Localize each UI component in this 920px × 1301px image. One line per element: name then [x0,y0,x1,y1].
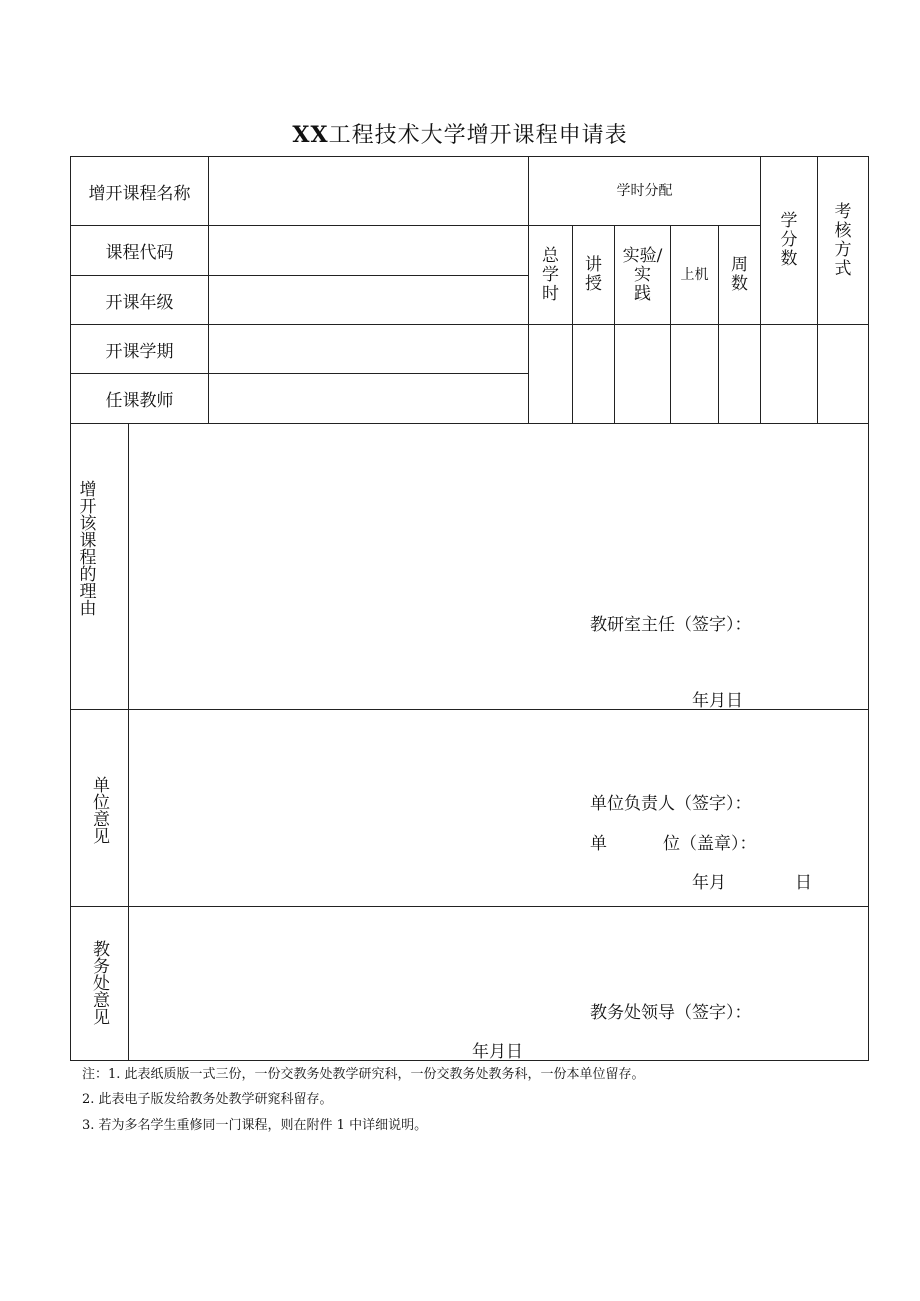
office-date: 年月日 [472,1042,523,1062]
academic-office-field[interactable] [129,907,868,987]
unit-opinion-label-text: 单位意见 [89,776,109,844]
academic-office-label-text: 教务处意见 [89,940,109,1025]
lecture-char: 授 [585,274,602,294]
computer-label: 上机 [680,267,709,283]
academic-office-label [71,930,128,1035]
form-title: XX工程技术大学增开课程申请表 [292,122,628,148]
weeks-char: 数 [731,274,748,294]
weeks-char: 周 [731,255,748,275]
office-signature: 教务处领导（签字）： [590,1003,752,1023]
teacher-field[interactable] [209,374,528,423]
hours-allocation-label: 学时分配 [616,183,673,199]
total-hours-char: 总 [542,245,559,266]
unit-seal-2: 位（盖章）： [663,834,757,854]
credits-char: 数 [780,249,798,269]
reason-date: 年月日 [692,691,743,711]
weeks-label [719,226,760,324]
unit-date-d: 日 [795,873,812,893]
unit-opinion-label [71,760,128,860]
reason-signature: 教研室主任（签字）： [590,615,752,635]
unit-opinion-field[interactable] [129,710,868,780]
exam-method-char: 方 [834,239,852,260]
credits-label [761,157,817,324]
credits-char: 学 [780,211,798,231]
course-name-field[interactable] [209,157,528,225]
lecture-field[interactable] [573,325,614,423]
exam-method-char: 式 [834,258,852,279]
table-border-right [868,156,869,1061]
unit-signature: 单位负责人（签字）： [590,794,752,814]
lecture-char: 讲 [585,255,602,275]
note-2: 2. 此表电子版发给教务处教学研窕科留存。 [82,1092,333,1107]
course-code-field[interactable] [209,226,528,275]
teacher-label: 任课教师 [105,391,174,411]
course-name-label: 增开课程名称 [88,183,191,204]
unit-date-ym: 年月 [692,873,726,893]
course-code-label: 课程代码 [105,243,174,263]
computer-field[interactable] [671,325,718,423]
total-hours-char: 学 [542,264,559,285]
total-hours-field[interactable] [529,325,572,423]
exam-method-field[interactable] [818,325,868,423]
unit-seal-1: 单 [590,834,607,854]
lecture-label [573,226,614,324]
reason-label [71,480,97,650]
term-label: 开课学期 [105,341,174,362]
lab-practice-line: 实验/实 [622,245,663,285]
lab-practice-field[interactable] [615,325,670,423]
reason-label-text: 增开该课程的理由 [75,480,96,616]
grade-field[interactable] [209,276,528,324]
lab-practice-line: 践 [634,283,651,304]
exam-method-char: 核 [834,220,852,241]
term-field[interactable] [209,325,528,373]
note-3: 3. 若为多名学生重修同一门课程，则在附件 1 中详细说明。 [82,1118,428,1133]
exam-method-char: 考 [834,201,852,222]
credits-field[interactable] [761,325,817,423]
credits-char: 分 [780,230,798,250]
total-hours-label [529,226,572,324]
weeks-field[interactable] [719,325,760,423]
reason-field[interactable] [129,424,868,604]
note-1: 注：1. 此表纸质版一式三份，一份交教务处教学研究科，一份交教务处教务科，一份本单位留存。 [82,1067,645,1082]
exam-method-label [818,157,868,324]
total-hours-char: 时 [542,283,559,304]
grade-label: 开课年级 [105,292,174,313]
table-border-bottom [70,1060,869,1061]
lab-practice-label [615,226,670,324]
